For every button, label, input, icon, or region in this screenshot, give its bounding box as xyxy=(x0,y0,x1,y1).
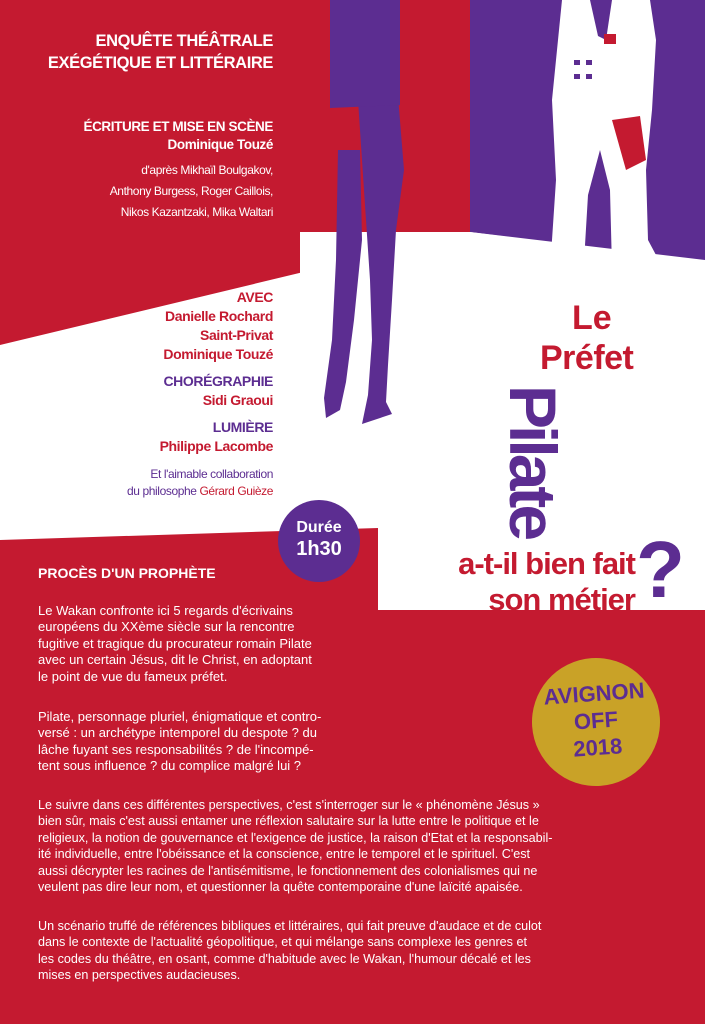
header-line-2: EXÉGÉTIQUE ET LITTÉRAIRE xyxy=(47,54,273,72)
paragraph-line: européens du XXème siècle sur la rencontre xyxy=(38,619,295,635)
paragraph-1 xyxy=(38,603,312,685)
title-le: Le xyxy=(572,299,612,337)
collab-prefix: du philosophe xyxy=(127,484,200,498)
choreo-label: CHORÉGRAPHIE xyxy=(163,373,273,389)
light-name: Philippe Lacombe xyxy=(159,438,273,454)
duration-label: Durée xyxy=(296,519,342,536)
paragraph-line: ité individuelle, entre l'obéissance et la conscience, entre le temporel et le spirituel. C'est xyxy=(38,847,531,862)
light-label: LUMIÈRE xyxy=(212,419,273,435)
festival-line-3: 2018 xyxy=(572,733,624,762)
paragraph-line: Pilate, personnage pluriel, énigmatique et contro- xyxy=(38,709,322,724)
cast-block xyxy=(127,288,273,500)
paragraph-line: mises en perspectives audacieuses. xyxy=(38,968,241,983)
paragraph-line: versé : un archétype intemporel du despote ? du xyxy=(38,725,317,741)
cast-name: Dominique Touzé xyxy=(163,346,273,362)
title-subtitle-2: son métier xyxy=(488,582,635,617)
source-author-line: d'après Mikhaïl Boulgakov, xyxy=(141,163,273,177)
paragraph-line: le point de vue du fameux préfet. xyxy=(38,668,228,684)
paragraph-line: veulent pas dire leur nom, et questionner la quête contemporaine d'une laïcité apaisée. xyxy=(38,880,523,895)
source-author-line: Anthony Burgess, Roger Caillois, xyxy=(109,184,273,198)
paragraph-2 xyxy=(38,709,321,775)
cast-name: Saint-Privat xyxy=(200,327,273,343)
cast-name: Danielle Rochard xyxy=(165,308,273,324)
paragraph-line: dans le contexte de l'actualité géopolitique, et qui mélange sans complexe les genres et xyxy=(38,935,527,950)
paragraph-line: fugitive et tragique du procurateur romain Pilate xyxy=(38,635,312,651)
paragraph-line: Un scénario truffé de références bibliques et littéraires, qui fait preuve d'audace et de culot xyxy=(38,919,542,933)
paragraph-line: les codes du théâtre, en osant, comme d'habitude avec le Wakan, l'humour décalé et les xyxy=(38,951,531,966)
paragraph-line: bien sûr, mais c'est aussi entamer une réflexion salutaire sur la lutte entre le politique et le xyxy=(38,814,539,829)
paragraph-line: avec un certain Jésus, dit le Christ, en adoptant xyxy=(38,652,312,668)
writing-label: ÉCRITURE ET MISE EN SCÈNE xyxy=(83,119,273,134)
title-question-mark: ? xyxy=(636,525,685,614)
header-line-1: ENQUÊTE THÉÂTRALE xyxy=(95,32,273,50)
paragraph-3 xyxy=(38,797,552,895)
section-title: PROCÈS D'UN PROPHÈTE xyxy=(38,565,216,581)
duration-value: 1h30 xyxy=(296,538,342,560)
writing-name: Dominique Touzé xyxy=(167,137,273,152)
cast-label: AVEC xyxy=(236,289,273,305)
title-pilate: Pilate xyxy=(496,385,570,538)
header-block xyxy=(48,30,273,74)
paragraph-line: lâche fuyant ses responsabilités ? de l'incompé- xyxy=(38,741,314,757)
choreo-name: Sidi Graoui xyxy=(202,392,273,408)
title-prefet: Préfet xyxy=(540,339,634,377)
festival-line-1: AVIGNON xyxy=(542,677,646,710)
source-author-line: Nikos Kazantzaki, Mika Waltari xyxy=(120,205,273,219)
collab-line-1: Et l'aimable collaboration xyxy=(150,467,273,481)
paragraph-4 xyxy=(38,918,541,984)
paragraph-line: Le suivre dans ces différentes perspectives, c'est s'interroger sur le « phénomène Jésus » xyxy=(38,798,540,812)
duration-badge xyxy=(278,500,360,582)
paragraph-line: religieux, la notion de gouvernance et l'exigence de justice, la raison d'Etat et la responsabil- xyxy=(38,830,553,845)
paragraph-line: aussi décrypter les racines de l'antisémitisme, le fonctionnement des colonialismes qui ne xyxy=(38,863,538,878)
title-subtitle-1: a-t-il bien fait xyxy=(458,546,635,581)
collab-philosopher: Gérard Guièze xyxy=(199,484,273,498)
paragraph-line: Le Wakan confronte ici 5 regards d'écrivains xyxy=(38,603,293,618)
festival-line-2: OFF xyxy=(573,706,619,735)
writing-block xyxy=(83,118,273,223)
collab-line-2 xyxy=(127,483,273,500)
paragraph-line: tent sous influence ? du complice malgré lui ? xyxy=(38,758,302,774)
